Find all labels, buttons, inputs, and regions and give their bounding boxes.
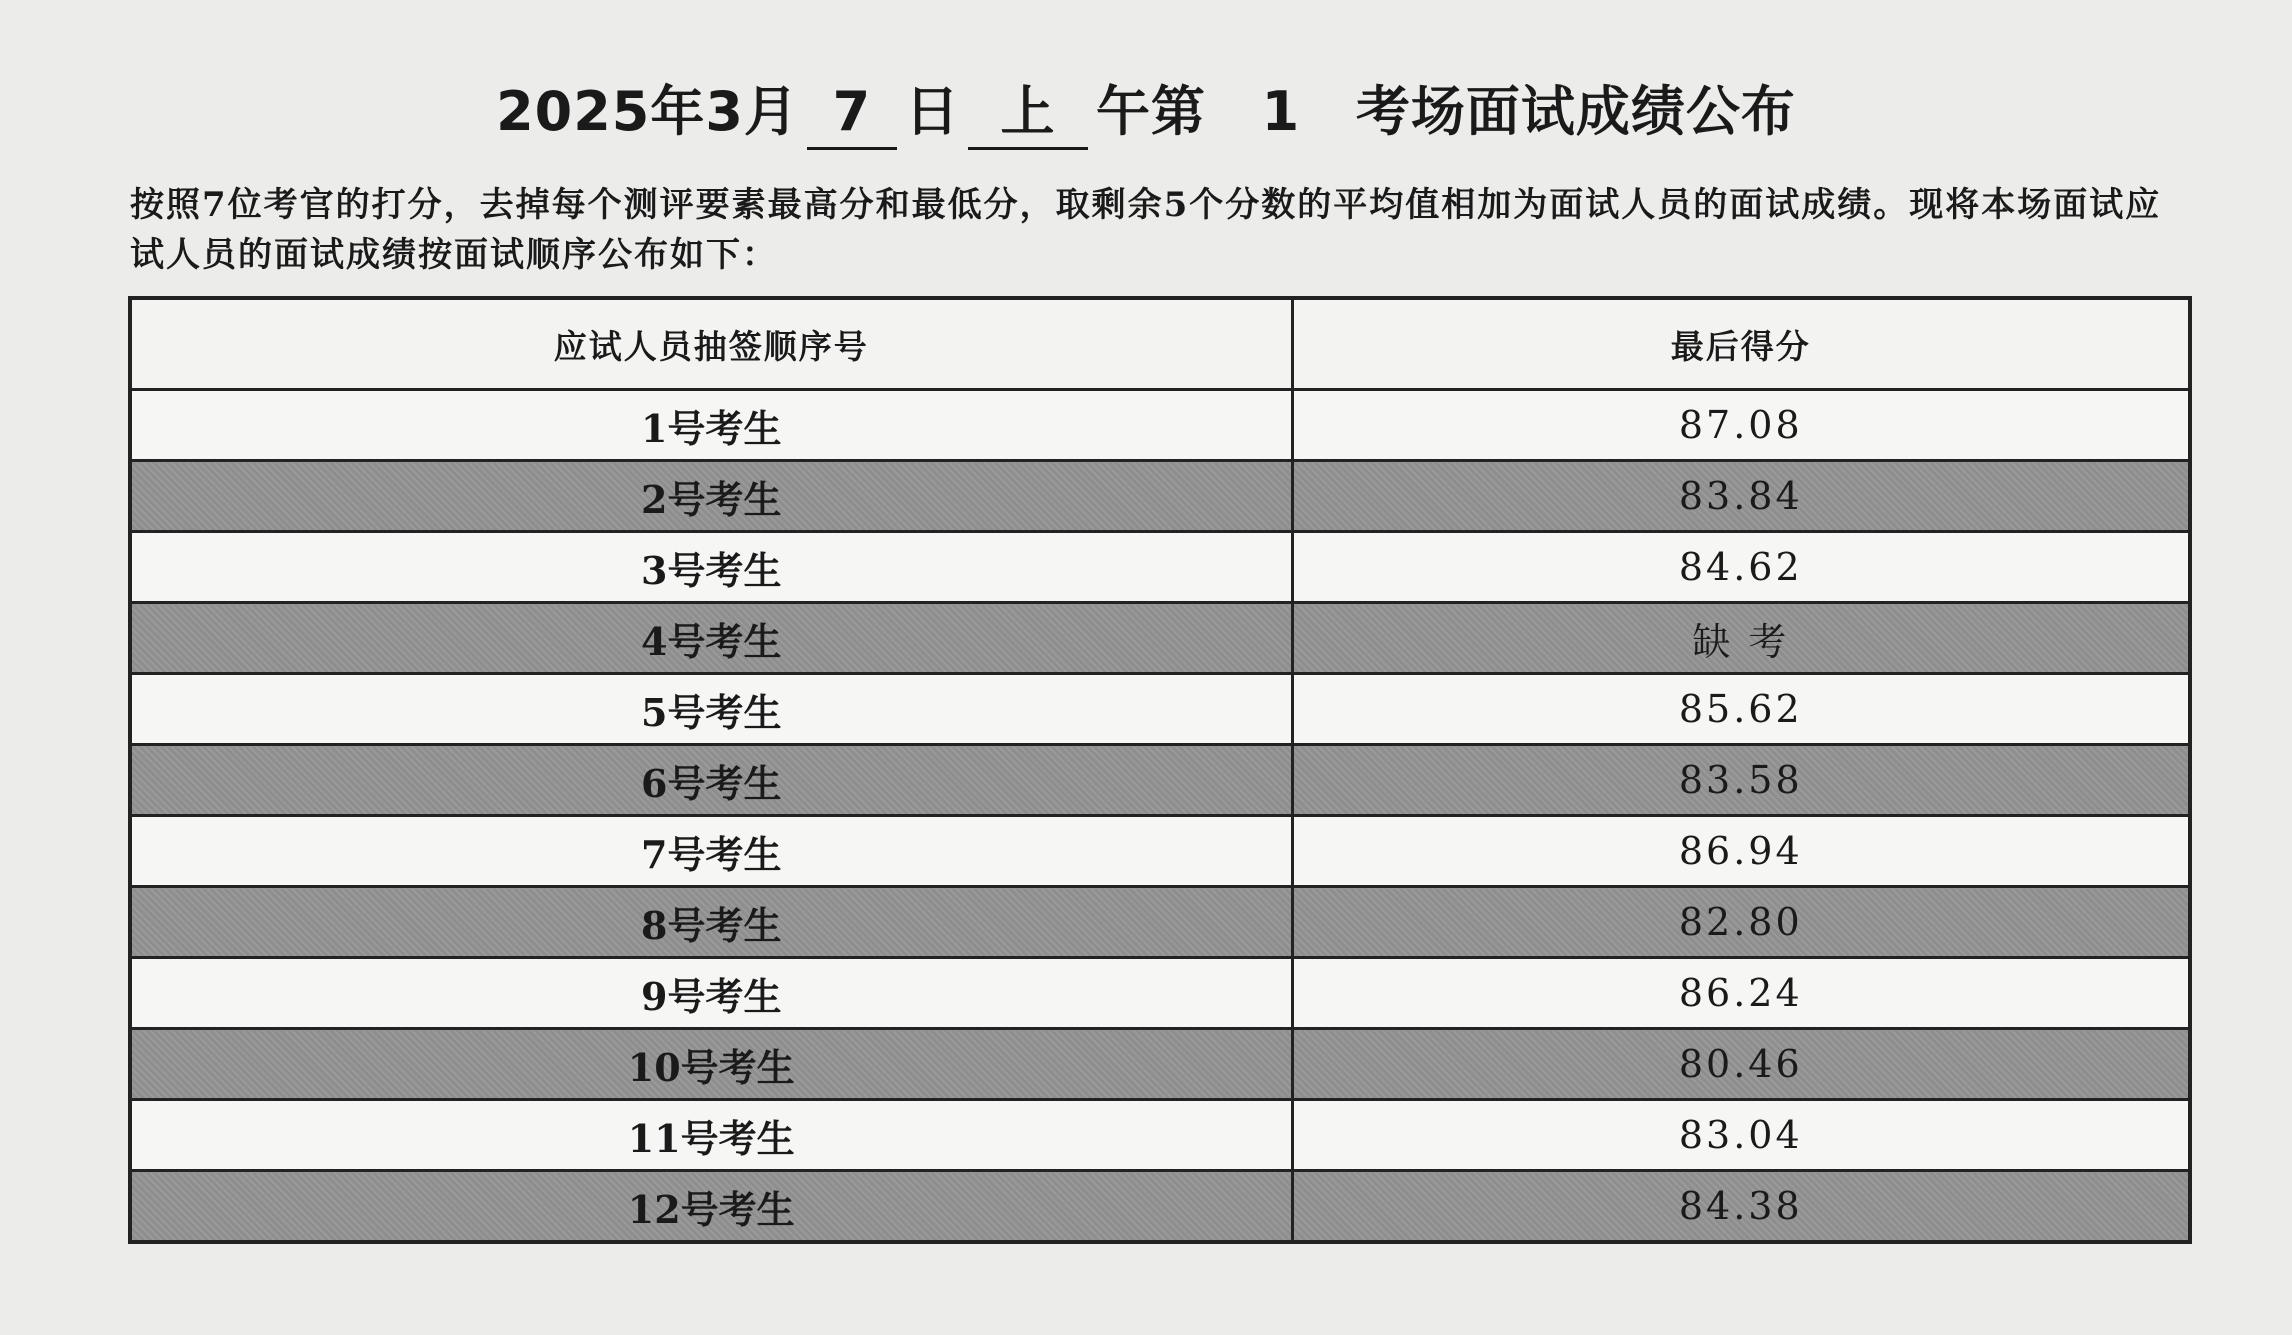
header-final-score: 最后得分	[1292, 298, 2190, 390]
title-session-number: 1	[1261, 80, 1301, 143]
candidate-cell: 1号考生	[130, 390, 1292, 461]
table-row	[130, 816, 2190, 887]
candidate-cell: 5号考生	[130, 674, 1292, 745]
table-row	[130, 674, 2190, 745]
table-row	[130, 1029, 2190, 1100]
table-row	[130, 390, 2190, 461]
title-suffix: 考场面试成绩公布	[1355, 80, 1796, 143]
table-row	[130, 1100, 2190, 1171]
score-cell: 83.84	[1292, 461, 2190, 532]
table-header-row	[130, 298, 2190, 390]
table-row	[130, 887, 2190, 958]
score-cell: 80.46	[1292, 1029, 2190, 1100]
title-day-blank: 7	[807, 77, 897, 150]
score-cell: 87.08	[1292, 390, 2190, 461]
candidate-cell: 6号考生	[130, 745, 1292, 816]
score-cell: 85.62	[1292, 674, 2190, 745]
candidate-cell: 2号考生	[130, 461, 1292, 532]
table-row	[130, 461, 2190, 532]
table-row	[130, 1171, 2190, 1243]
score-cell: 83.58	[1292, 745, 2190, 816]
candidate-cell: 9号考生	[130, 958, 1292, 1029]
title-half-day-suffix: 午第	[1095, 80, 1206, 143]
table-row	[130, 532, 2190, 603]
candidate-cell: 4号考生	[130, 603, 1292, 674]
title-day-suffix: 日	[904, 80, 960, 143]
candidate-cell: 7号考生	[130, 816, 1292, 887]
candidate-cell: 3号考生	[130, 532, 1292, 603]
candidate-cell: 12号考生	[130, 1171, 1292, 1243]
score-cell: 86.24	[1292, 958, 2190, 1029]
score-cell: 缺 考	[1292, 603, 2190, 674]
title-half-day-blank: 上	[968, 77, 1088, 150]
score-cell: 83.04	[1292, 1100, 2190, 1171]
score-cell: 82.80	[1292, 887, 2190, 958]
score-table	[128, 296, 2192, 1244]
candidate-cell: 10号考生	[130, 1029, 1292, 1100]
candidate-cell: 8号考生	[130, 887, 1292, 958]
table-row	[130, 958, 2190, 1029]
table-row	[130, 603, 2190, 674]
score-cell: 86.94	[1292, 816, 2190, 887]
intro-paragraph: 按照7位考官的打分，去掉每个测评要素最高分和最低分，取剩余5个分数的平均值相加为面试人员的面试成绩。现将本场面试应试人员的面试成绩按面试顺序公布如下：	[130, 185, 2162, 275]
score-cell: 84.38	[1292, 1171, 2190, 1243]
score-cell: 84.62	[1292, 532, 2190, 603]
header-candidate-order: 应试人员抽签顺序号	[130, 298, 1292, 390]
candidate-cell: 11号考生	[130, 1100, 1292, 1171]
title-date-prefix: 2025年3月	[496, 80, 799, 143]
table-row	[130, 745, 2190, 816]
page-title	[0, 70, 2292, 154]
